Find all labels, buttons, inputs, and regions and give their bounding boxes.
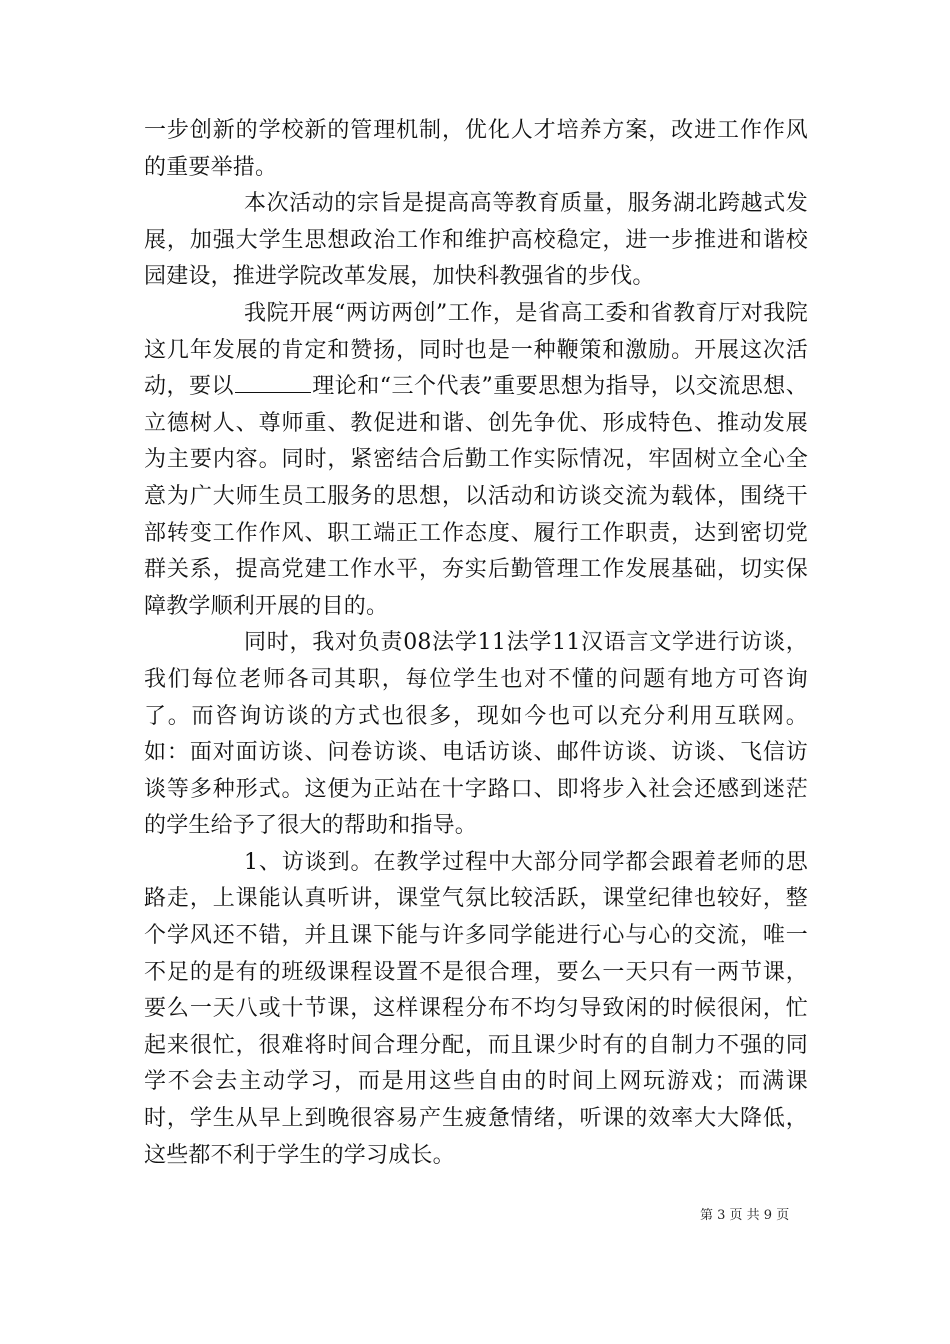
paragraph-continuation: 一步创新的学校新的管理机制，优化人才培养方案，改进工作作风的重要举措。	[144, 118, 808, 180]
paragraph-interviews: 同时，我对负责08法学11法学11汉语言文学进行访谈，我们每位老师各司其职，每位学生也对不懂的问题有地方可咨询了。而咨询访谈的方式也很多，现如今也可以充分利用互联网。如：面对面访谈、问卷访谈、电话访谈、邮件访谈、访谈、飞信访谈等多种形式。这便为正站在十字路口、即将步入社会还感到迷茫的学生给予了很大的帮助和指导。	[144, 630, 808, 839]
paragraph-item-1: 1、访谈到。在教学过程中大部分同学都会跟着老师的思路走，上课能认真听讲，课堂气氛比较活跃，课堂纪律也较好，整个学风还不错，并且课下能与许多同学能进行心与心的交流，唯一不足的是有的班级课程设置不是很合理，要么一天只有一两节课，要么一天八或十节课，这样课程分布不均匀导致闲的时候很闲，忙起来很忙，很难将时间合理分配，而且课少时有的自制力不强的同学不会去主动学习，而是用这些自由的时间上网玩游戏；而满课时，学生从早上到晚很容易产生疲惫情绪，听课的效率大大降低，这些都不利于学生的学习成长。	[144, 849, 808, 1168]
document-body	[144, 113, 808, 1174]
paragraph-two-visits-after-blank: 理论和“三个代表”重要思想为指导，以交流思想、立德树人、尊师重、教促进和谐、创先争优、形成特色、推动发展为主要内容。同时，紧密结合后勤工作实际情况，牢固树立全心全意为广大师生员工服务的思想，以活动和访谈交流为载体，围绕干部转变工作作风、职工端正工作态度、履行工作职责，达到密切党群关系，提高党建工作水平，夯实后勤管理工作发展基础，切实保障教学顺利开展的目的。	[144, 374, 808, 619]
page-number-label: 第 3 页 共 9 页	[700, 1208, 790, 1223]
paragraph-two-visits	[144, 296, 808, 625]
page-footer	[700, 1204, 789, 1223]
fill-in-blank-underline	[235, 391, 311, 393]
paragraph-purpose: 本次活动的宗旨是提高高等教育质量，服务湖北跨越式发展，加强大学生思想政治工作和维护高校稳定，进一步推进和谐校园建设，推进学院改革发展，加快科教强省的步伐。	[144, 191, 808, 290]
paragraph-two-visits-before-blank: 我院开展“两访两创”工作，是省高工委和省教育厅对我院这几年发展的肯定和赞扬，同时也是一种鞭策和激励。开展这次活动，要以	[144, 300, 808, 400]
